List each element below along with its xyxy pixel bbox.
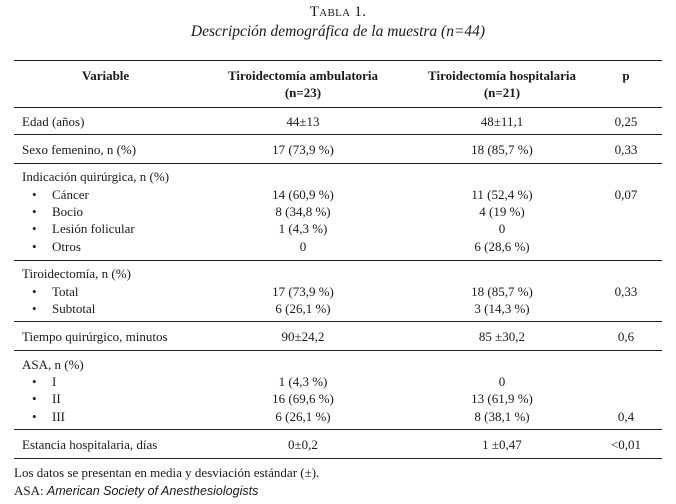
item-bocio-hos: 4 (19 %): [479, 204, 525, 219]
row-edad-p: 0,25: [614, 114, 638, 129]
item-asa-ii-amb: 16 (69,6 %): [272, 391, 334, 406]
row-rule: [14, 429, 662, 430]
row-indicacion-p: 0,07: [614, 187, 638, 202]
header-hospitalaria: Tiroidectomía hospitalaria: [428, 68, 576, 83]
item-bocio-amb: 8 (34,8 %): [275, 204, 331, 219]
bullet-icon: •: [32, 187, 37, 202]
row-label-edad: Edad (años): [22, 114, 85, 129]
row-edad-amb: 44±13: [286, 114, 320, 129]
row-label-tiroidectomia: Tiroidectomía, n (%): [22, 266, 131, 281]
row-estancia-amb: 0±0,2: [288, 437, 318, 452]
bullet-icon: •: [32, 239, 37, 254]
item-asa-iii-amb: 6 (26,1 %): [275, 409, 331, 424]
row-label-sexo: Sexo femenino, n (%): [22, 142, 137, 157]
header-variable: Variable: [82, 68, 130, 83]
item-label-otros: Otros: [52, 239, 81, 254]
bullet-icon: •: [32, 284, 37, 299]
item-label-asa-ii: II: [52, 391, 61, 406]
item-label-subtotal: Subtotal: [52, 301, 96, 316]
item-asa-ii-hos: 13 (61,9 %): [471, 391, 533, 406]
item-subtotal-amb: 6 (26,1 %): [275, 301, 331, 316]
item-total-amb: 17 (73,9 %): [272, 284, 334, 299]
row-edad-hos: 48±11,1: [480, 114, 524, 129]
row-label-estancia: Estancia hospitalaria, días: [22, 437, 158, 452]
item-asa-i-amb: 1 (4,3 %): [278, 374, 328, 389]
row-rule: [14, 163, 662, 164]
row-sexo-hos: 18 (85,7 %): [471, 142, 533, 157]
footnote-asa-prefix: ASA:: [14, 483, 47, 498]
row-sexo-p: 0,33: [614, 142, 638, 157]
item-asa-i-hos: 0: [498, 374, 506, 389]
item-otros-amb: 0: [299, 239, 307, 254]
footnote-asa: [14, 482, 258, 500]
footnote-data: Los datos se presentan en media y desviación estándar (±).: [14, 465, 320, 480]
item-label-total: Total: [52, 284, 79, 299]
item-label-cancer: Cáncer: [52, 187, 89, 202]
row-tiempo-hos: 85 ±30,2: [478, 329, 526, 344]
row-rule: [14, 134, 662, 135]
item-otros-hos: 6 (28,6 %): [474, 239, 530, 254]
item-cancer-amb: 14 (60,9 %): [272, 187, 334, 202]
footnote-asa-name: American Society of Anesthesiologists: [46, 484, 259, 498]
row-rule: [14, 350, 662, 351]
top-rule: [14, 60, 662, 61]
table-title: Descripción demográfica de la muestra (n=44): [190, 23, 486, 40]
row-estancia-p: <0,01: [610, 437, 642, 452]
item-asa-iii-hos: 8 (38,1 %): [474, 409, 530, 424]
table-label: Tabla 1.: [309, 4, 367, 20]
header-ambulatoria: Tiroidectomía ambulatoria: [227, 68, 379, 83]
row-tiempo-p: 0,6: [617, 329, 635, 344]
row-estancia-hos: 1 ±0,47: [482, 437, 522, 452]
bullet-icon: •: [32, 301, 37, 316]
bottom-rule: [14, 458, 662, 459]
table-caption: [0, 2, 676, 42]
item-label-bocio: Bocio: [52, 204, 84, 219]
row-tiempo-amb: 90±24,2: [281, 329, 325, 344]
row-rule: [14, 260, 662, 261]
header-hospitalaria-n: (n=21): [483, 85, 521, 100]
row-rule: [14, 321, 662, 322]
bullet-icon: •: [32, 374, 37, 389]
item-lesion-amb: 1 (4,3 %): [278, 221, 328, 236]
header-rule: [14, 107, 662, 108]
bullet-icon: •: [32, 391, 37, 406]
item-subtotal-hos: 3 (14,3 %): [474, 301, 530, 316]
row-label-indicacion: Indicación quirúrgica, n (%): [22, 169, 170, 184]
row-tiroidectomia-p: 0,33: [614, 284, 638, 299]
header-ambulatoria-n: (n=23): [284, 85, 322, 100]
item-label-asa-iii: III: [52, 409, 65, 424]
item-lesion-hos: 0: [498, 221, 506, 236]
item-cancer-hos: 11 (52,4 %): [471, 187, 533, 202]
item-label-asa-i: I: [52, 374, 57, 389]
bullet-icon: •: [32, 204, 37, 219]
item-total-hos: 18 (85,7 %): [471, 284, 533, 299]
header-p: p: [622, 68, 630, 83]
bullet-icon: •: [32, 409, 37, 424]
bullet-icon: •: [32, 221, 37, 236]
row-asa-p: 0,4: [617, 409, 635, 424]
row-label-asa: ASA, n (%): [22, 357, 84, 372]
item-label-lesion: Lesión folicular: [52, 221, 135, 236]
row-sexo-amb: 17 (73,9 %): [272, 142, 334, 157]
row-label-tiempo: Tiempo quirúrgico, minutos: [22, 329, 168, 344]
